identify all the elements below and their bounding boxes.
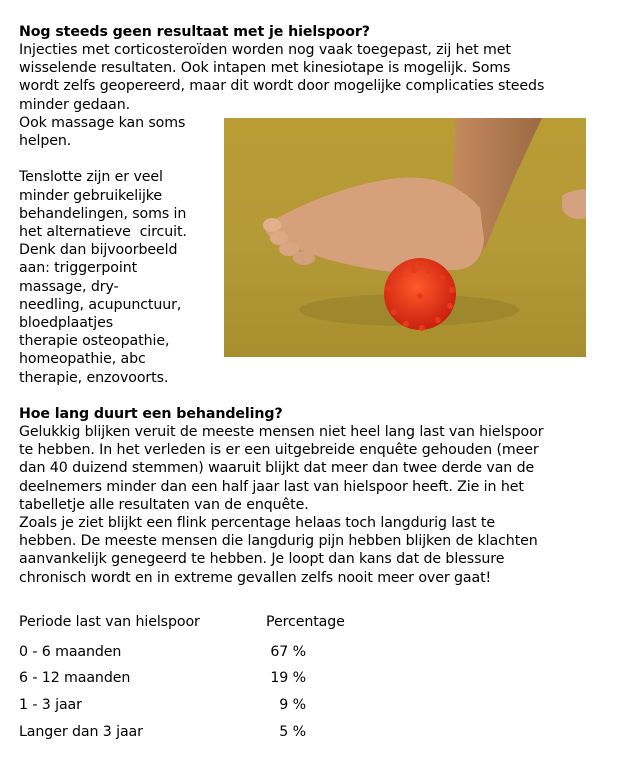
text-line: deelnemers minder dan een half jaar last van hielspoor heeft. Zie in het [19,478,524,495]
text-line: minder gedaan. [19,96,131,113]
text-line: Injecties met corticosteroïden worden nog vaak toegepast, zij het met [19,42,511,58]
period-cell: 1 - 3 jaar [19,697,82,713]
massage-paragraph [19,114,219,150]
section-heading-no-result: Nog steeds geen resultaat met je hielspoor? [19,24,370,40]
period-cell: 0 - 6 maanden [19,644,122,660]
text-line: Denk dan bijvoorbeeld [19,242,178,259]
text-line: Ook massage kan soms [19,115,186,131]
text-line: therapie osteopathie, [19,333,170,350]
foot-massage-ball-photo [224,118,586,357]
percentage-cell: 19 % [270,670,306,686]
alternative-treatments-column [19,114,219,387]
text-line: wordt zelfs geopereerd, maar dit wordt door mogelijke complicaties steeds [19,78,545,95]
text-line: behandelingen, soms in [19,205,187,222]
text-line: hebben. De meeste mensen die langdurig pijn hebben blijken de klachten [19,533,538,550]
period-cell: Langer dan 3 jaar [19,724,143,740]
text-line: minder gebruikelijke [19,187,163,204]
text-line: needling, acupunctuur, [19,296,182,313]
column-header-percentage: Percentage [266,614,345,630]
section-heading-treatment-duration: Hoe lang duurt een behandeling? [19,406,283,422]
text-line: bloedplaatjes [19,315,114,332]
text-line: het alternatieve circuit. [19,224,187,241]
text-line: therapie, enzovoorts. [19,369,169,386]
text-line: chronisch wordt en in extreme gevallen zelfs nooit meer over gaat! [19,569,492,586]
alternative-paragraph [19,168,219,386]
text-line: aanvankelijk genegeerd te hebben. Je loopt dan kans dat de blessure [19,551,505,568]
text-line: Tenslotte zijn er veel [19,169,163,186]
photo-illustration [224,118,586,357]
text-line: aan: triggerpoint [19,260,138,277]
text-line: dan 40 duizend stemmen) waaruit blijkt dat meer dan twee derde van de [19,460,535,477]
percentage-cell: 67 % [270,644,306,660]
text-line: massage, dry- [19,278,119,295]
percentage-cell: 9 % [279,697,306,713]
text-line: wisselende resultaten. Ook intapen met kinesiotape is mogelijk. Soms [19,60,511,77]
period-cell: 6 - 12 maanden [19,670,131,686]
text-line: Gelukkig blijken veruit de meeste mensen niet heel lang last van hielspoor [19,424,544,440]
section-paragraph-duration [19,423,609,587]
text-line: te hebben. In het verleden is er een uitgebreide enquête gehouden (meer [19,442,539,459]
percentage-cell: 5 % [279,724,306,740]
column-header-period: Periode last van hielspoor [19,614,200,630]
section-paragraph-injections [19,41,609,114]
text-line: tabelletje alle resultaten van de enquête. [19,496,309,513]
text-line: Zoals je ziet blijkt een flink percentage helaas toch langdurig last te [19,515,495,532]
text-line: homeopathie, abc [19,351,146,368]
text-line: helpen. [19,133,72,150]
